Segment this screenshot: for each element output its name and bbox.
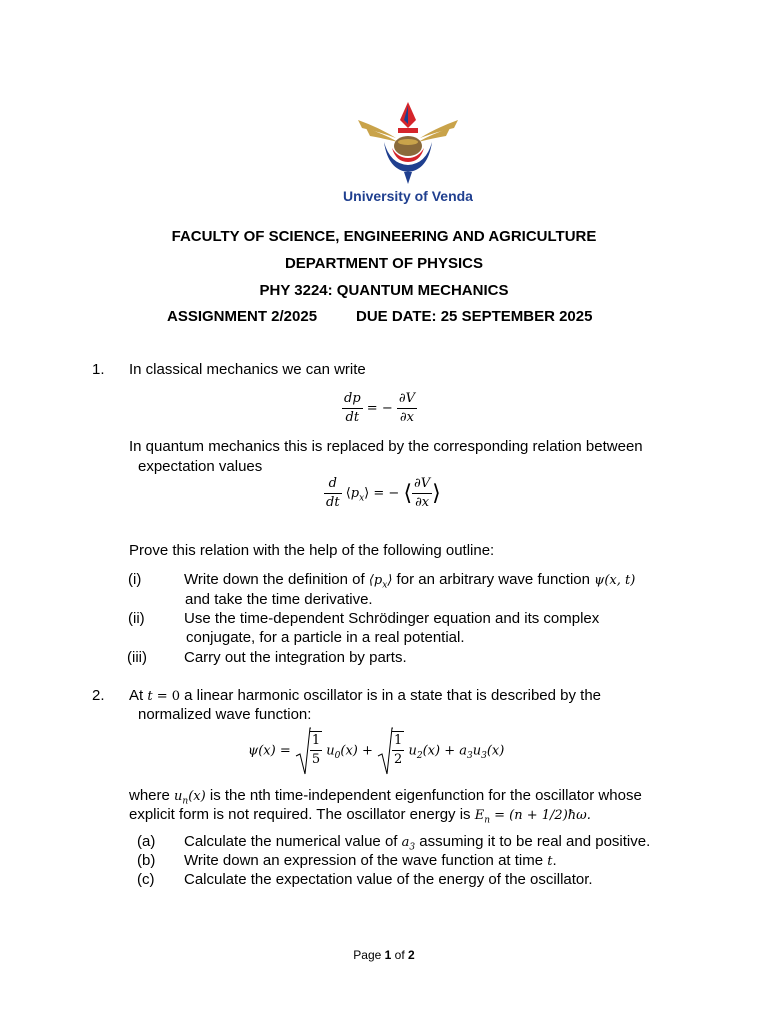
- q1-item-i-label: (i): [128, 571, 142, 588]
- faculty-title: FACULTY OF SCIENCE, ENGINEERING AND AGRICULTURE: [171, 228, 597, 245]
- q2-item-b-label: (b): [137, 852, 156, 869]
- question-1-para-line2: expectation values: [138, 458, 263, 475]
- q1-item-ii-line1: Use the time-dependent Schrödinger equation and its complex: [184, 610, 600, 627]
- wave-function-equation: ψ(x) = $\frac{1}{5}$ $u_0(x)$ + $\frac{1}{2}$ $u_2(x) + a_3u_3(x)$: [248, 726, 504, 776]
- page-footer: Page 1 of 2: [353, 948, 415, 962]
- total-pages: 2: [408, 948, 415, 962]
- question-1-intro: In classical mechanics we can write: [129, 361, 366, 378]
- q1-item-ii-label: (ii): [128, 610, 145, 627]
- question-2-where: where $u_n(x)$ is the nth time-independent eigenfunction for the oscillator whose: [129, 787, 642, 807]
- university-logo: [318, 98, 498, 210]
- question-1-para-line1: In quantum mechanics this is replaced by the corresponding relation between: [129, 438, 643, 455]
- university-name: University of Venda: [343, 188, 473, 204]
- q2-item-c-label: (c): [137, 871, 155, 888]
- course-title: PHY 3224: QUANTUM MECHANICS: [259, 282, 509, 299]
- q2-item-c-text: Calculate the expectation value of the energy of the oscillator.: [184, 871, 593, 888]
- question-1-prove: Prove this relation with the help of the following outline:: [129, 542, 495, 559]
- department-title: DEPARTMENT OF PHYSICS: [284, 255, 484, 272]
- q1-item-ii-line2: conjugate, for a particle in a real potential.: [186, 629, 465, 646]
- classical-equation: $\frac{dp}{dt}$ = − $\frac{\partial V}{\partial x}$: [344, 391, 415, 425]
- university-crest-icon: [318, 98, 498, 188]
- question-2-energy: explicit form is not required. The oscillator energy is $E_n = (n$ + 1/2)ħω.: [129, 806, 591, 826]
- question-2-line1: At t = 0 a linear harmonic oscillator is in a state that is described by the: [129, 687, 602, 704]
- q2-item-b-text: Write down an expression of the wave function at time t.: [184, 852, 557, 869]
- q2-item-a-label: (a): [137, 833, 156, 850]
- q1-item-iii-line1: Carry out the integration by parts.: [184, 649, 407, 666]
- current-page: 1: [384, 948, 392, 962]
- question-1-number: 1.: [92, 361, 105, 378]
- q1-item-i-line2: and take the time derivative.: [185, 591, 373, 608]
- q1-item-iii-label: (iii): [127, 649, 147, 666]
- assignment-title: ASSIGNMENT 2/2025: [167, 308, 318, 325]
- question-2-number: 2.: [92, 687, 105, 704]
- q1-item-i-line1: Write down the definition of $⟨p_x⟩$ for an arbitrary wave function ψ(x, t): [184, 571, 636, 591]
- question-2-line2: normalized wave function:: [138, 706, 312, 723]
- due-date: DUE DATE: 25 SEPTEMBER 2025: [356, 308, 593, 325]
- q2-item-a-text: Calculate the numerical value of $a_3$ assuming it to be real and positive.: [184, 833, 651, 853]
- quantum-equation: $\frac{d}{dt}$ $⟨p_x⟩$ = − ⟨ $\frac{\partial V}{\partial x}$ ⟩: [326, 476, 441, 510]
